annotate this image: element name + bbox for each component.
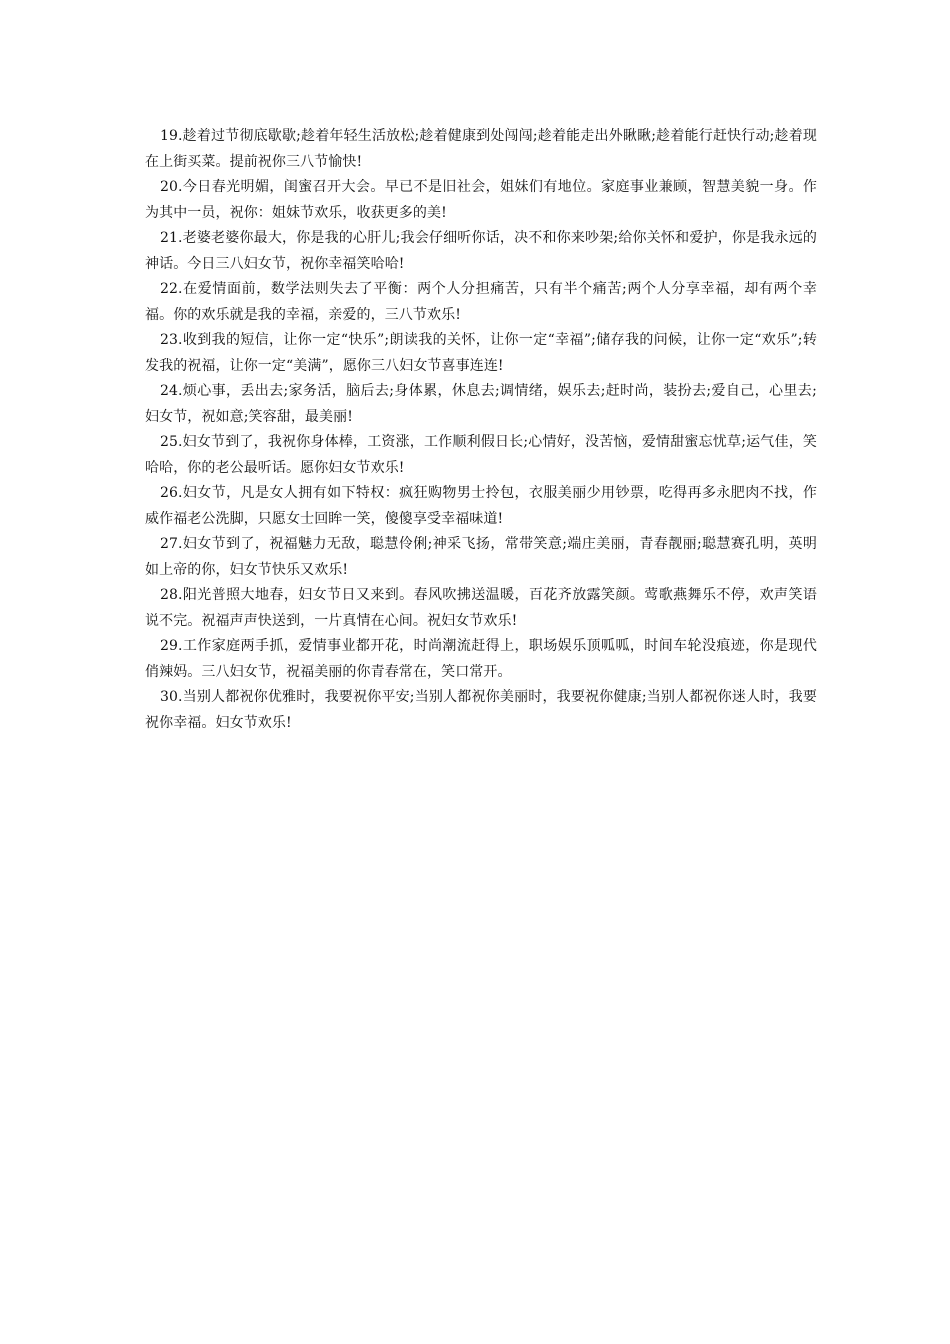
paragraph-22: 22.在爱情面前，数学法则失去了平衡：两个人分担痛苦，只有半个痛苦;两个人分享幸福，却有两个幸福。你的欢乐就是我的幸福，亲爱的，三八节欢乐! xyxy=(145,281,817,323)
paragraph-23: 23.收到我的短信，让你一定“快乐”;朗读我的关怀，让你一定“幸福”;储存我的问候，让你一定“欢乐”;转发我的祝福，让你一定“美满”，愿你三八妇女节喜事连连! xyxy=(145,332,817,374)
paragraph-20: 20.今日春光明媚，闺蜜召开大会。早已不是旧社会，姐妹们有地位。家庭事业兼顾，智慧美貌一身。作为其中一员，祝你：姐妹节欢乐，收获更多的美! xyxy=(145,179,817,221)
paragraph-27: 27.妇女节到了，祝福魅力无敌，聪慧伶俐;神采飞扬，常带笑意;端庄美丽，青春靓丽;聪慧赛孔明，英明如上帝的你，妇女节快乐又欢乐! xyxy=(145,536,817,578)
document-body xyxy=(145,124,817,736)
paragraph-19: 19.趁着过节彻底歇歇;趁着年轻生活放松;趁着健康到处闯闯;趁着能走出外瞅瞅;趁着能行赶快行动;趁着现在上街买菜。提前祝你三八节愉快! xyxy=(145,128,817,170)
paragraph-24: 24.烦心事，丢出去;家务活，脑后去;身体累，休息去;调情绪，娱乐去;赶时尚，装扮去;爱自己，心里去;妇女节，祝如意;笑容甜，最美丽! xyxy=(145,383,817,425)
paragraph-25: 25.妇女节到了，我祝你身体棒，工资涨，工作顺利假日长;心情好，没苦恼，爱情甜蜜忘忧草;运气佳，笑哈哈，你的老公最听话。愿你妇女节欢乐! xyxy=(145,434,817,476)
paragraph-30: 30.当别人都祝你优雅时，我要祝你平安;当别人都祝你美丽时，我要祝你健康;当别人都祝你迷人时，我要祝你幸福。妇女节欢乐! xyxy=(145,689,817,731)
paragraph-29: 29.工作家庭两手抓，爱情事业都开花，时尚潮流赶得上，职场娱乐顶呱呱，时间车轮没痕迹，你是现代俏辣妈。三八妇女节，祝福美丽的你青春常在，笑口常开。 xyxy=(145,638,817,680)
paragraph-28: 28.阳光普照大地春，妇女节日又来到。春风吹拂送温暖，百花齐放露笑颜。莺歌燕舞乐不停，欢声笑语说不完。祝福声声快送到，一片真情在心间。祝妇女节欢乐! xyxy=(145,587,817,629)
paragraph-26: 26.妇女节，凡是女人拥有如下特权：疯狂购物男士拎包，衣服美丽少用钞票，吃得再多永肥肉不找，作威作福老公洗脚，只愿女士回眸一笑，傻傻享受幸福味道! xyxy=(145,485,817,527)
paragraph-21: 21.老婆老婆你最大，你是我的心肝儿;我会仔细听你话，决不和你来吵架;给你关怀和爱护，你是我永远的神话。今日三八妇女节，祝你幸福笑哈哈! xyxy=(145,230,817,272)
